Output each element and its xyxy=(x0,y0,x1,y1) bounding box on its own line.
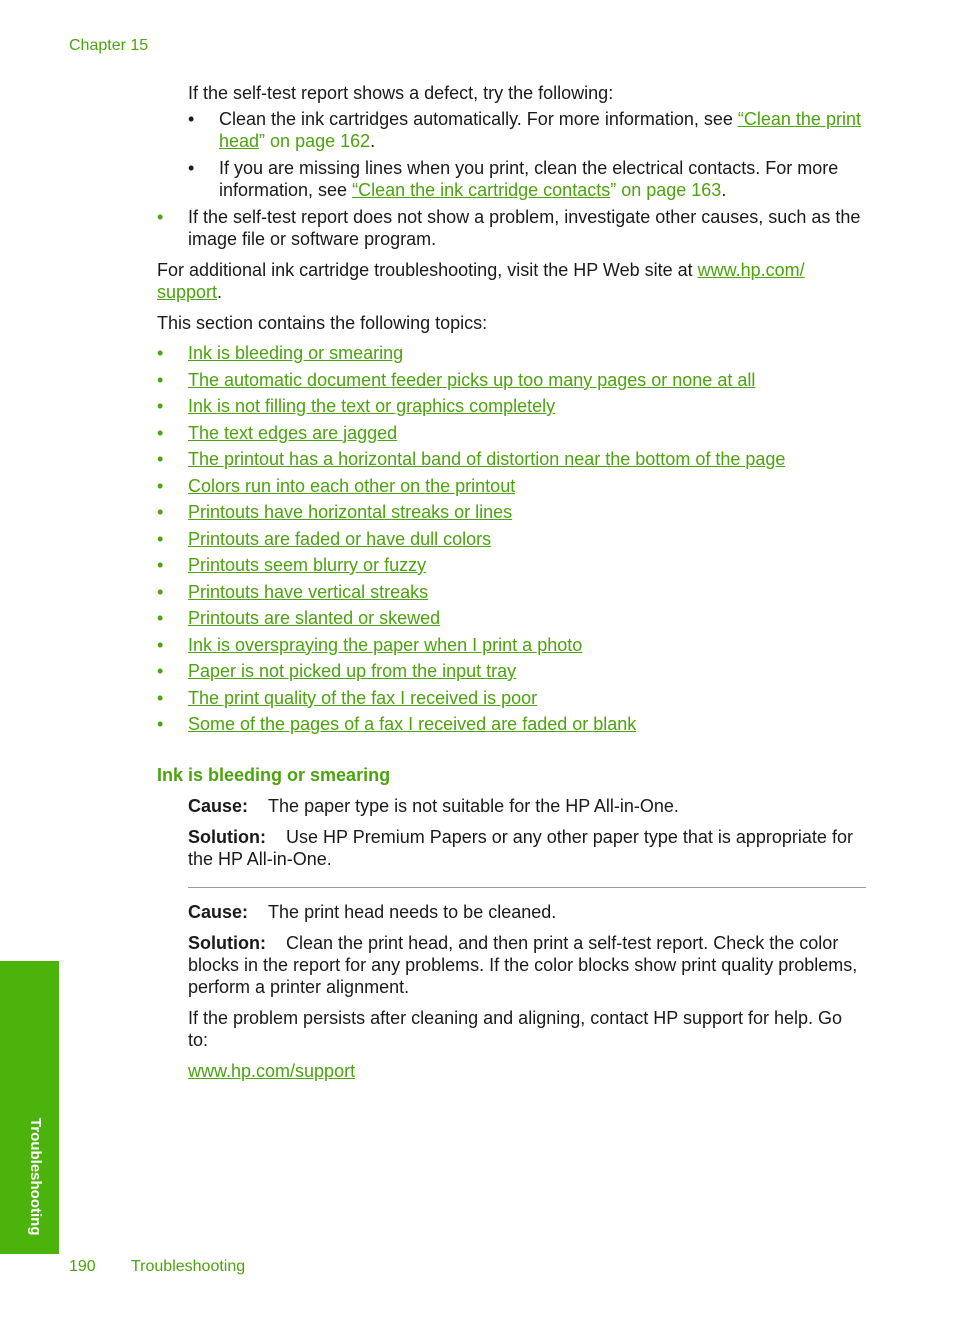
topic-link[interactable]: Paper is not picked up from the input tray xyxy=(188,661,517,681)
support-link-row xyxy=(188,1060,355,1082)
topic-item xyxy=(157,369,877,396)
topic-item xyxy=(157,475,877,502)
paragraph-text: For additional ink cartridge troubleshooting, visit the HP Web site at xyxy=(157,260,698,280)
bullet: • xyxy=(157,396,164,416)
intro-lead: If the self-test report shows a defect, try the following: xyxy=(188,83,614,103)
bullet: • xyxy=(157,555,164,575)
solution-1 xyxy=(188,826,878,870)
topic-item xyxy=(157,554,877,581)
solution-2 xyxy=(188,932,878,998)
topic-link[interactable]: Colors run into each other on the printout xyxy=(188,475,516,496)
clean-print-head-link-cont[interactable]: head xyxy=(219,131,260,151)
bullet: • xyxy=(157,634,164,655)
paragraph-text: to: xyxy=(188,1030,209,1050)
web-paragraph xyxy=(157,259,877,303)
topic-link[interactable]: The text edges are jagged xyxy=(188,422,398,443)
bullet: • xyxy=(157,714,164,734)
topic-item xyxy=(157,448,877,475)
topic-item xyxy=(157,342,877,369)
page-ref: ” on page 163 xyxy=(610,180,722,200)
topic-item xyxy=(157,501,877,528)
bullet-text: image file or software program. xyxy=(188,229,437,249)
cause-label: Cause: xyxy=(188,902,249,922)
solution-text: Clean the print head, and then print a self-test report. Check the color xyxy=(286,933,839,953)
bullet: • xyxy=(188,158,195,178)
punctuation: . xyxy=(370,131,376,151)
topic-link[interactable]: Some of the pages of a fax I received are faded or blank xyxy=(188,714,637,734)
bullet: • xyxy=(157,475,164,496)
topic-item xyxy=(157,422,877,449)
cause-1 xyxy=(188,795,679,817)
bullet-text: If the self-test report does not show a problem, investigate other causes, such as the xyxy=(188,207,861,227)
solution-text: perform a printer alignment. xyxy=(188,977,410,997)
bullet: • xyxy=(157,661,164,681)
topic-item xyxy=(157,687,877,714)
solution-text: the HP All-in-One. xyxy=(188,849,332,869)
bullet-text: If you are missing lines when you print, clean the electrical contacts. For more xyxy=(219,158,839,178)
topic-item xyxy=(157,607,877,634)
paragraph-text: If the problem persists after cleaning and aligning, contact HP support for help. Go xyxy=(188,1008,843,1028)
bullet-text: information, see xyxy=(219,180,353,200)
topic-link[interactable]: The print quality of the fax I received is poor xyxy=(188,687,538,708)
side-tab-label: Troubleshooting xyxy=(27,1118,44,1236)
bullet: • xyxy=(157,581,164,602)
topic-link[interactable]: Ink is bleeding or smearing xyxy=(188,343,404,363)
bullet: • xyxy=(157,608,164,628)
solution-text: blocks in the report for any problems. If the color blocks show print quality problems, xyxy=(188,955,858,975)
solution-label: Solution: xyxy=(188,827,266,847)
cause-2 xyxy=(188,901,556,923)
hp-support-url-link[interactable]: www.hp.com/support xyxy=(188,1061,356,1081)
solution-text: Use HP Premium Papers or any other paper type that is appropriate for xyxy=(286,827,853,847)
chapter-label: Chapter 15 xyxy=(69,37,149,54)
topic-link[interactable]: The automatic document feeder picks up too many pages or none at all xyxy=(188,369,756,390)
topics-list xyxy=(157,342,877,740)
bullet: • xyxy=(157,687,164,708)
divider xyxy=(188,887,866,888)
bullet: • xyxy=(157,422,164,443)
topic-item xyxy=(157,528,877,555)
topic-link[interactable]: Printouts have horizontal streaks or lines xyxy=(188,502,513,522)
topic-link[interactable]: Printouts have vertical streaks xyxy=(188,581,429,602)
topic-item xyxy=(157,660,877,687)
topic-link[interactable]: Printouts are slanted or skewed xyxy=(188,608,441,628)
bullet: • xyxy=(157,502,164,522)
topic-item xyxy=(157,581,877,608)
topic-link[interactable]: The printout has a horizontal band of distortion near the bottom of the page xyxy=(188,449,786,469)
topic-link[interactable]: Printouts are faded or have dull colors xyxy=(188,528,492,549)
cause-label: Cause: xyxy=(188,796,249,816)
clean-print-head-link[interactable]: “Clean the print xyxy=(737,109,861,129)
page-number: 190 xyxy=(69,1258,96,1275)
topic-link[interactable]: Ink is overspraying the paper when I print a photo xyxy=(188,634,583,655)
footer-section: Troubleshooting xyxy=(131,1258,246,1275)
topic-item xyxy=(157,713,877,740)
bullet: • xyxy=(157,449,164,469)
page-ref: ” on page 162 xyxy=(259,131,371,151)
topic-item xyxy=(157,634,877,661)
hp-support-link-cont[interactable]: support xyxy=(157,282,218,302)
section-heading: Ink is bleeding or smearing xyxy=(157,765,391,785)
topic-item xyxy=(157,395,877,422)
bullet-text: Clean the ink cartridges automatically. For more information, see xyxy=(219,109,738,129)
cause-text: The print head needs to be cleaned. xyxy=(268,902,557,922)
bullet: • xyxy=(157,528,164,549)
punctuation: . xyxy=(721,180,727,200)
punctuation: . xyxy=(217,282,223,302)
topic-link[interactable]: Ink is not filling the text or graphics completely xyxy=(188,396,556,416)
bullet: • xyxy=(188,109,195,129)
bullet: • xyxy=(157,343,164,363)
clean-contacts-link[interactable]: “Clean the ink cartridge contacts xyxy=(352,180,611,200)
cause-text: The paper type is not suitable for the HP All-in-One. xyxy=(268,796,679,816)
bullet: • xyxy=(157,369,164,390)
bullet: • xyxy=(157,207,164,227)
topics-lead: This section contains the following topics: xyxy=(157,313,488,333)
solution-label: Solution: xyxy=(188,933,266,953)
hp-support-link[interactable]: www.hp.com/ xyxy=(697,260,805,280)
topic-link[interactable]: Printouts seem blurry or fuzzy xyxy=(188,555,427,575)
persist-paragraph xyxy=(188,1007,878,1051)
